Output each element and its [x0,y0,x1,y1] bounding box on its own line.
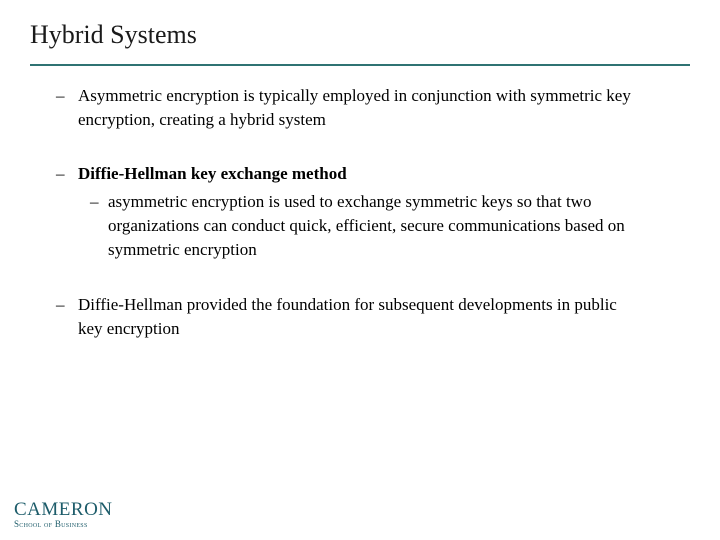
bullet-item [56,84,636,132]
bullet-text: Diffie-Hellman provided the foundation for subsequent developments in public key encryption [78,295,617,338]
title-divider [30,64,690,66]
slide-title: Hybrid Systems [30,20,197,49]
bullet-dash: – [56,295,65,314]
cameron-logo [14,500,124,532]
bullet-heading: Diffie-Hellman key exchange method [78,164,347,183]
sub-bullet-item [90,190,630,262]
bullet-dash: – [90,192,99,211]
bullet-item [56,162,636,186]
bullet-item [56,293,636,341]
logo-subtitle: School of Business [14,519,88,529]
bullet-dash: – [56,164,65,183]
sub-bullet-text: asymmetric encryption is used to exchange symmetric keys so that two organizations can conduct quick, efficient, secure communications based on symmetric encryption [108,192,625,259]
bullet-dash: – [56,86,65,105]
logo-wordmark: CAMERON [14,499,113,520]
bullet-text: Asymmetric encryption is typically employed in conjunction with symmetric key encryption, creating a hybrid system [78,86,631,129]
